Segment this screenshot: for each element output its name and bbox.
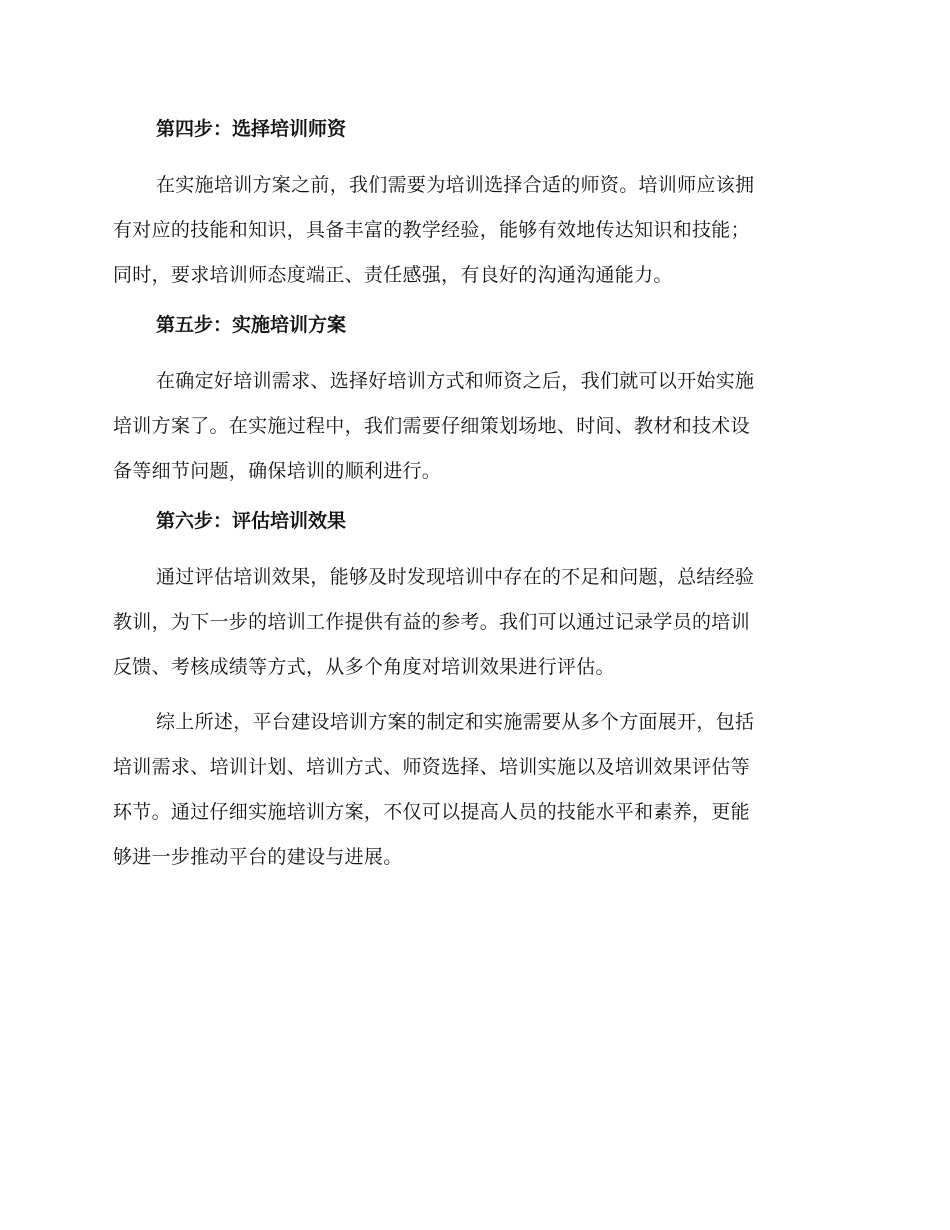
paragraph-step5: [113, 359, 831, 494]
paragraph-line: 培训方案了。在实施过程中，我们需要仔细策划场地、时间、教材和技术设: [113, 415, 750, 437]
paragraph-line: 综上所述，平台建设培训方案的制定和实施需要从多个方面展开，包括: [156, 711, 755, 733]
paragraph-line: 培训需求、培训计划、培训方式、师资选择、培训实施以及培训效果评估等: [113, 756, 750, 778]
paragraph-line: 够进一步推动平台的建设与进展。: [113, 846, 403, 868]
paragraph-line: 在确定好培训需求、选择好培训方式和师资之后，我们就可以开始实施: [156, 370, 755, 392]
paragraph-line: 教训，为下一步的培训工作提供有益的参考。我们可以通过记录学员的培训: [113, 611, 750, 633]
section-heading-step4: 第四步：选择培训师资: [156, 118, 347, 140]
paragraph-step4: [113, 163, 831, 298]
paragraph-conclusion: [113, 700, 831, 880]
paragraph-line: 同时，要求培训师态度端正、责任感强，有良好的沟通沟通能力。: [113, 264, 673, 286]
paragraph-line: 反馈、考核成绩等方式，从多个角度对培训效果进行评估。: [113, 656, 615, 678]
paragraph-line: 在实施培训方案之前，我们需要为培训选择合适的师资。培训师应该拥: [156, 174, 755, 196]
paragraph-line: 通过评估培训效果，能够及时发现培训中存在的不足和问题，总结经验: [156, 566, 755, 588]
paragraph-line: 备等细节问题，确保培训的顺利进行。: [113, 460, 442, 482]
paragraph-line: 环节。通过仔细实施培训方案，不仅可以提高人员的技能水平和素养，更能: [113, 801, 750, 823]
paragraph-step6: [113, 555, 831, 690]
section-heading-step5: 第五步：实施培训方案: [156, 314, 347, 336]
paragraph-line: 有对应的技能和知识，具备丰富的教学经验，能够有效地传达知识和技能；: [113, 219, 750, 241]
document-body: [113, 112, 831, 880]
section-heading-step6: 第六步：评估培训效果: [156, 510, 347, 532]
